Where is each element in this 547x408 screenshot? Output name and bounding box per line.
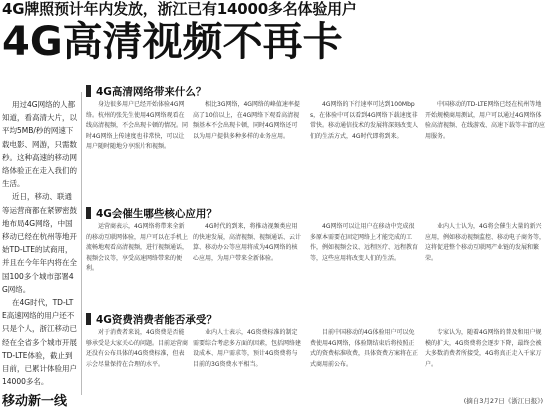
footer-logo: 移动新一线 — [2, 394, 68, 408]
section-title: 4G会催生哪些核心应用？ — [96, 207, 217, 220]
body-paragraph: 中国移动的TD-LTE网络已经在杭州等地开始规模商用测试，用户可以通过4G网络体验高清视频、在线游戏、高速下载等丰富的应用服务。 — [425, 101, 545, 140]
article-subtitle: 4G牌照预计年内发放，浙江已有14000多名体验用户 — [2, 0, 357, 18]
body-paragraph: 4G时代的到来，将推动视频类应用的快速发展，高清视频、视频通话、云计算、移动办公等应用将成为4G网络的核心应用，为用户带来全新体验。 — [193, 223, 302, 262]
section-header-2 — [86, 206, 217, 220]
article-headline: 4G高清视频不再卡 — [2, 19, 343, 65]
body-column — [193, 328, 303, 394]
body-column — [86, 222, 190, 308]
body-column — [86, 100, 190, 204]
body-column — [193, 100, 303, 204]
body-column — [310, 222, 420, 308]
column-divider — [81, 92, 82, 395]
section-header-3 — [86, 312, 217, 326]
body-column — [193, 222, 303, 308]
section-marker — [86, 85, 91, 97]
body-column — [425, 328, 545, 390]
body-paragraph: 4G网络可以让用户在移动中完成很多原本需要在固定网络上才能完成的工作，例如视频会议、远程医疗、远程教育等，这些应用将改变人们的生活。 — [310, 223, 419, 262]
body-column — [310, 328, 420, 394]
body-paragraph: 运营商表示，4G网络将带来全新的移动互联网体验，用户可以在手机上流畅地观看高清视频，进行视频通话，视频会议等，享受高速网络带来的便利。 — [86, 223, 189, 272]
body-paragraph: 目前中国移动的4G体验用户可以免费使用4G网络，体验期结束后将按照正式的资费标准收费，具体资费方案将在正式商用前公布。 — [310, 329, 419, 368]
body-paragraph: 身边很多用户已经开始体验4G网络。杭州的张先生使用4G网络观看在线高清视频，不会出现卡顿的情况。同时4G网络上传速度也非常快，可以让用户随时随地分享照片和视频。 — [86, 101, 189, 150]
sidebar-paragraph: 在4G时代，TD-LTE高速网络的用户还不只是个人，浙江移动已经在全省多个城市开展TD-LTE体验，截止到目前，已累计体验用户14000多名。 — [2, 298, 77, 387]
sidebar-column — [2, 98, 78, 393]
footer-credit: (摘自3月27日《浙江日报》) — [463, 397, 543, 405]
section-marker — [86, 313, 91, 325]
section-title: 4G高清网络带来什么？ — [96, 85, 207, 98]
section-title: 4G资费消费者能否承受？ — [96, 313, 217, 326]
body-paragraph: 相比3G网络，4G网络的峰值速率提高了10倍以上，在4G网络下观看高清视频基本不会出现卡顿，同时4G网络还可以为用户提供多种多样的业务应用。 — [193, 101, 300, 140]
body-paragraph: 专家认为，随着4G网络的普及和用户规模的扩大，4G资费将会逐步下降，最终会被大多数消费者所接受，4G将真正走入千家万户。 — [425, 329, 542, 368]
body-paragraph: 业内人士认为，4G将会催生大量的新兴应用，例如移动视频监控、移动电子商务等，这将促进整个移动互联网产业链的发展和繁荣。 — [425, 223, 545, 262]
body-column — [425, 100, 545, 204]
section-marker — [86, 207, 91, 219]
body-paragraph: 4G网络的下行速率可达到100Mbps，在体验中可以看到4G网络下载速度非常快。移动通信技术的发展将深刻改变人们的生活方式，4G时代即将到来。 — [310, 101, 419, 140]
body-paragraph: 对于消费者来说，4G资费是否能够承受是大家关心的问题。目前运营商还没有公布具体的4G资费标准，但表示会尽量保持在合理的水平。 — [86, 329, 189, 368]
body-column — [425, 222, 545, 308]
section-header-1 — [86, 84, 206, 98]
sidebar-paragraph: 近日，移动、联通等运营商都在紧锣密鼓地布局4G网络，中国移动已经在杭州等地开始TD-LTE的试商用，并且在今年年内将在全国100多个城市部署4G网络。 — [2, 192, 77, 294]
body-paragraph: 业内人士表示，4G资费标准的制定需要综合考虑多方面的因素，包括网络建设成本、用户需求等，预计4G资费将与目前的3G资费水平相当。 — [193, 329, 302, 368]
sidebar-paragraph: 用过4G网络的人都知道，看高清大片，以平均5MB/秒的网速下载电影、网游，只需数秒。这种高速的移动网络体验正在走入我们的生活。 — [2, 100, 77, 189]
body-column — [86, 328, 190, 394]
body-column — [310, 100, 420, 204]
